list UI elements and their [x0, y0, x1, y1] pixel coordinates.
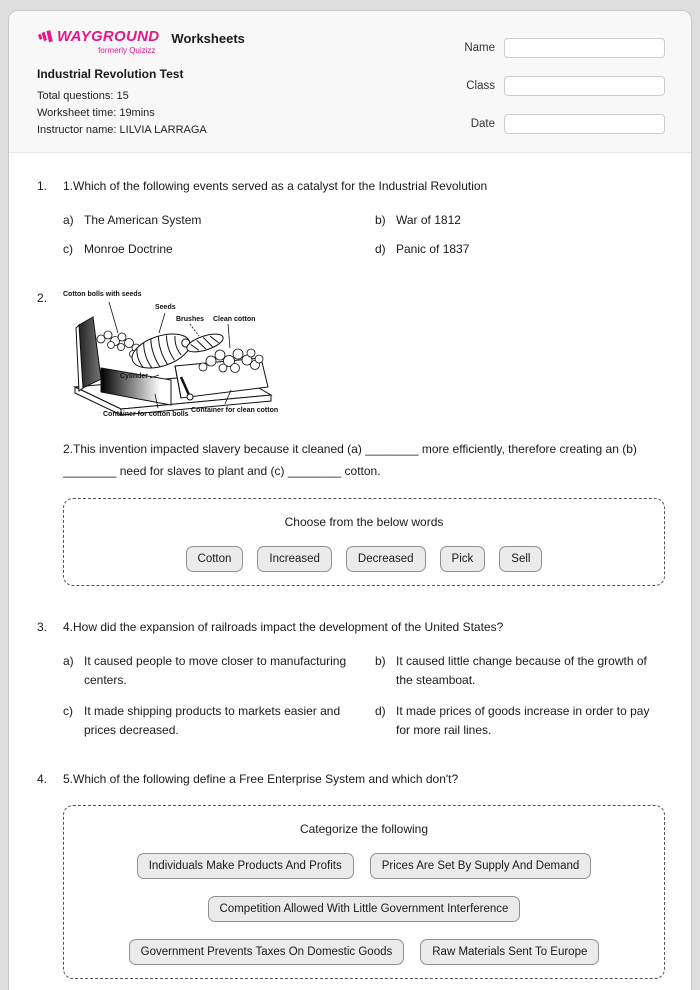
date-field-row — [453, 114, 665, 134]
question-number: 1. — [37, 179, 48, 193]
brand-tagline: formerly Quizizz — [98, 46, 156, 55]
header-left — [37, 28, 245, 152]
word-bank-chips — [78, 546, 650, 572]
category-chip: Raw Materials Sent To Europe — [420, 939, 599, 965]
test-info — [37, 67, 245, 139]
options-grid — [63, 211, 665, 259]
option-b: b) War of 1812 — [375, 213, 461, 227]
question-text: 1.Which of the following events served as a catalyst for the Industrial Revolution — [63, 179, 488, 193]
question-number: 2. — [37, 291, 48, 305]
option-a: a) The American System — [63, 213, 202, 227]
word-chip: Pick — [440, 546, 486, 572]
name-field-row — [453, 38, 665, 58]
worksheet-page — [8, 10, 692, 990]
total-questions: Total questions: 15 — [37, 90, 129, 102]
question-1 — [37, 177, 665, 259]
worksheet-time: Worksheet time: 19mins — [37, 107, 155, 119]
categorize-row-2 — [78, 896, 650, 922]
option-b: b) It caused little change because of the growth of the steamboat. — [375, 654, 647, 687]
brand-wave-icon — [37, 30, 54, 44]
brand-name: WAYGROUND — [57, 28, 160, 45]
options-grid — [63, 652, 665, 740]
category-chip: Government Prevents Taxes On Domestic Goods — [129, 939, 405, 965]
option-c: c) It made shipping products to markets easier and prices decreased. — [63, 704, 341, 737]
question-text: 5.Which of the following define a Free Enterprise System and which don't? — [63, 772, 459, 786]
student-fields — [453, 28, 665, 152]
worksheet-header — [9, 11, 691, 153]
question-4 — [37, 770, 665, 979]
question-text: 2.This invention impacted slavery because it cleaned (a) ________ more efficiently, therefore creating an (b) ________ need for slaves to plant and (c) ________ cotton. — [63, 442, 637, 478]
name-label: Name — [464, 42, 495, 54]
category-chip: Prices Are Set By Supply And Demand — [370, 853, 592, 879]
class-field-row — [453, 76, 665, 96]
cotton-gin-diagram-image — [63, 291, 281, 420]
categorize-box — [63, 805, 665, 979]
diagram-label-cotton-bolls: Cotton bolls with seeds — [63, 291, 142, 298]
class-label: Class — [466, 80, 495, 92]
test-title: Industrial Revolution Test — [37, 67, 184, 81]
categorize-row-3 — [78, 939, 650, 965]
diagram-label-clean-cotton: Clean cotton — [213, 316, 256, 323]
class-input[interactable] — [504, 76, 665, 96]
word-chip: Increased — [257, 546, 332, 572]
word-bank-title: Choose from the below words — [284, 515, 444, 529]
name-input[interactable] — [504, 38, 665, 58]
diagram-label-container-clean: Container for clean cotton — [191, 407, 279, 414]
word-bank-box — [63, 498, 665, 586]
option-d: d) Panic of 1837 — [375, 242, 470, 256]
questions-area — [9, 153, 691, 979]
categorize-row-1 — [78, 853, 650, 879]
question-number: 3. — [37, 620, 48, 634]
question-2 — [37, 289, 665, 586]
option-c: c) Monroe Doctrine — [63, 242, 173, 256]
diagram-label-seeds: Seeds — [155, 304, 176, 311]
date-input[interactable] — [504, 114, 665, 134]
brand-logo — [37, 28, 159, 55]
category-chip: Competition Allowed With Little Government Interference — [208, 896, 521, 922]
question-text: 4.How did the expansion of railroads impact the development of the United States? — [63, 620, 504, 634]
option-d: d) It made prices of goods increase in order to pay for more rail lines. — [375, 704, 650, 737]
diagram-label-container-bolls: Container for cotton bolls — [103, 411, 189, 418]
date-label: Date — [470, 118, 495, 130]
word-chip: Cotton — [186, 546, 244, 572]
option-a: a) It caused people to move closer to manufacturing centers. — [63, 654, 347, 687]
diagram-label-brushes: Brushes — [176, 316, 205, 323]
word-chip: Sell — [499, 546, 542, 572]
categorize-title: Categorize the following — [299, 822, 429, 836]
product-name: Worksheets — [171, 31, 245, 46]
word-chip: Decreased — [346, 546, 426, 572]
logo-row — [37, 28, 245, 55]
category-chip: Individuals Make Products And Profits — [137, 853, 354, 879]
question-3 — [37, 618, 665, 740]
question-number: 4. — [37, 772, 48, 786]
instructor-name: Instructor name: LILVIA LARRAGA — [37, 124, 207, 136]
diagram-label-cylinder: Cylinder — [120, 373, 149, 380]
